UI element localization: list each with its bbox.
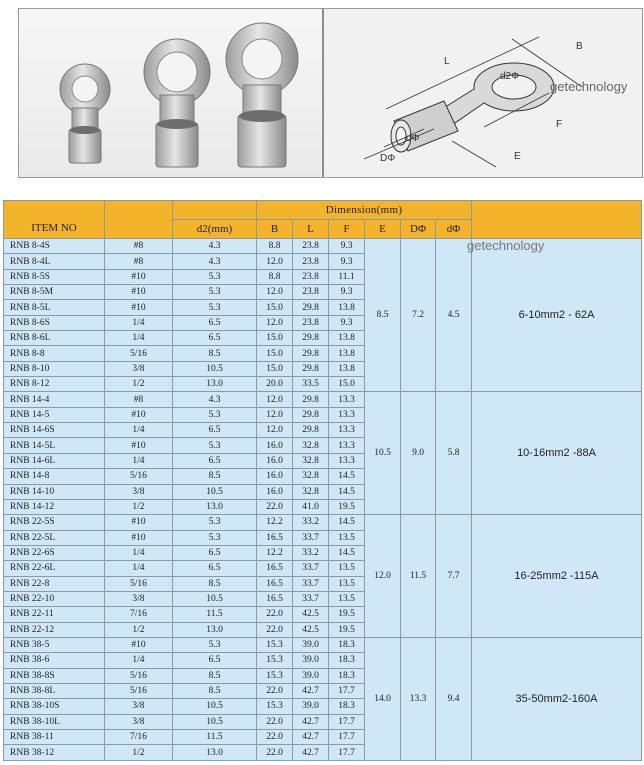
stud-size-cell: 1/2 (105, 622, 173, 637)
b-cell: 22.0 (257, 745, 293, 760)
d-outer-cell: 13.3 (401, 637, 436, 760)
item-no-cell: RNB 38-8L (4, 683, 105, 698)
f-cell: 13.8 (329, 361, 365, 376)
header-dimension: Dimension(mm) (257, 201, 472, 220)
l-cell: 32.8 (293, 453, 329, 468)
stud-size-cell: #10 (105, 285, 173, 300)
f-cell: 14.5 (329, 515, 365, 530)
d2-cell: 5.3 (173, 407, 257, 422)
stud-size-cell: #10 (105, 407, 173, 422)
header-e: E (365, 220, 401, 239)
b-cell: 16.5 (257, 576, 293, 591)
stud-size-cell: 5/16 (105, 346, 173, 361)
f-cell: 17.7 (329, 714, 365, 729)
f-cell: 13.3 (329, 438, 365, 453)
b-cell: 12.2 (257, 515, 293, 530)
l-cell: 41.0 (293, 499, 329, 514)
l-cell: 23.8 (293, 285, 329, 300)
f-cell: 9.3 (329, 285, 365, 300)
f-cell: 18.3 (329, 653, 365, 668)
b-cell: 16.0 (257, 469, 293, 484)
l-cell: 29.8 (293, 300, 329, 315)
d2-cell: 5.3 (173, 438, 257, 453)
l-cell: 29.8 (293, 392, 329, 407)
f-cell: 17.7 (329, 683, 365, 698)
b-cell: 12.2 (257, 545, 293, 560)
l-cell: 33.7 (293, 530, 329, 545)
l-cell: 23.8 (293, 254, 329, 269)
f-cell: 14.5 (329, 484, 365, 499)
f-cell: 13.3 (329, 423, 365, 438)
f-cell: 18.3 (329, 668, 365, 683)
f-cell: 13.8 (329, 300, 365, 315)
table-header (4, 201, 642, 239)
f-cell: 14.5 (329, 545, 365, 560)
d2-cell: 6.5 (173, 453, 257, 468)
l-cell: 32.8 (293, 469, 329, 484)
l-cell: 42.5 (293, 622, 329, 637)
stud-size-cell: 1/2 (105, 745, 173, 760)
dimension-drawing (324, 9, 642, 177)
stud-size-cell: #10 (105, 269, 173, 284)
dim-label-e: E (514, 151, 521, 162)
d2-cell: 6.5 (173, 545, 257, 560)
f-cell: 19.5 (329, 499, 365, 514)
item-no-cell: RNB 14-10 (4, 484, 105, 499)
ring-terminal-large-image (226, 23, 298, 167)
table-watermark: getechnology (467, 238, 545, 253)
b-cell: 12.0 (257, 423, 293, 438)
d-outer-cell: 9.0 (401, 392, 436, 515)
d2-cell: 8.5 (173, 346, 257, 361)
item-no-cell: RNB 8-5S (4, 269, 105, 284)
spec-table (3, 200, 642, 761)
f-cell: 17.7 (329, 745, 365, 760)
item-no-cell: RNB 22-6S (4, 545, 105, 560)
item-no-cell: RNB 22-5S (4, 515, 105, 530)
d2-cell: 5.3 (173, 285, 257, 300)
stud-size-cell: 1/4 (105, 331, 173, 346)
d2-cell: 10.5 (173, 699, 257, 714)
ring-terminal-small-image (60, 64, 110, 163)
d2-cell: 5.3 (173, 515, 257, 530)
l-cell: 29.8 (293, 407, 329, 422)
item-no-cell: RNB 8-12 (4, 377, 105, 392)
stud-size-cell: 5/16 (105, 668, 173, 683)
stud-size-cell: 7/16 (105, 730, 173, 745)
stud-size-cell: 1/4 (105, 315, 173, 330)
d2-cell: 8.5 (173, 576, 257, 591)
l-cell: 33.7 (293, 561, 329, 576)
stud-size-cell: 1/4 (105, 561, 173, 576)
b-cell: 15.0 (257, 331, 293, 346)
f-cell: 13.3 (329, 453, 365, 468)
d2-cell: 13.0 (173, 745, 257, 760)
item-no-cell: RNB 22-12 (4, 622, 105, 637)
f-cell: 9.3 (329, 239, 365, 254)
f-cell: 13.5 (329, 561, 365, 576)
b-cell: 22.0 (257, 499, 293, 514)
item-no-cell: RNB 14-4 (4, 392, 105, 407)
header-rating (472, 201, 642, 239)
item-no-cell: RNB 8-8 (4, 346, 105, 361)
item-no-cell: RNB 22-5L (4, 530, 105, 545)
d2-cell: 13.0 (173, 622, 257, 637)
d2-cell: 5.3 (173, 269, 257, 284)
f-cell: 18.3 (329, 637, 365, 652)
b-cell: 12.0 (257, 285, 293, 300)
header-d-inner: dΦ (436, 220, 472, 239)
item-no-cell: RNB 38-10S (4, 699, 105, 714)
stud-size-cell: 1/2 (105, 499, 173, 514)
stud-size-cell: 3/8 (105, 591, 173, 606)
f-cell: 9.3 (329, 315, 365, 330)
b-cell: 15.3 (257, 653, 293, 668)
f-cell: 13.3 (329, 392, 365, 407)
stud-size-cell: 5/16 (105, 469, 173, 484)
stud-size-cell: #8 (105, 254, 173, 269)
b-cell: 16.0 (257, 484, 293, 499)
f-cell: 13.8 (329, 331, 365, 346)
d2-cell: 8.5 (173, 469, 257, 484)
l-cell: 33.2 (293, 515, 329, 530)
stud-size-cell: #10 (105, 300, 173, 315)
b-cell: 8.8 (257, 239, 293, 254)
header-stud (105, 201, 173, 239)
stud-size-cell: #8 (105, 239, 173, 254)
dim-label-d2: d2Φ (500, 71, 520, 82)
d-inner-cell: 5.8 (436, 392, 472, 515)
e-cell: 8.5 (365, 239, 401, 392)
item-no-cell: RNB 38-10L (4, 714, 105, 729)
brand-watermark: getechnology (550, 79, 628, 94)
l-cell: 23.8 (293, 239, 329, 254)
b-cell: 22.0 (257, 714, 293, 729)
item-no-cell: RNB 14-5 (4, 407, 105, 422)
d2-cell: 6.5 (173, 653, 257, 668)
ring-terminal-medium-image (144, 39, 210, 167)
rating-cell: 16-25mm2 -115A (472, 515, 642, 638)
d2-cell: 4.3 (173, 239, 257, 254)
stud-size-cell: 3/8 (105, 361, 173, 376)
l-cell: 42.7 (293, 730, 329, 745)
d-inner-cell: 4.5 (436, 239, 472, 392)
b-cell: 20.0 (257, 377, 293, 392)
item-no-cell: RNB 14-5L (4, 438, 105, 453)
b-cell: 16.0 (257, 453, 293, 468)
d2-cell: 10.5 (173, 484, 257, 499)
f-cell: 19.5 (329, 607, 365, 622)
item-no-cell: RNB 8-6L (4, 331, 105, 346)
stud-size-cell: 1/2 (105, 377, 173, 392)
stud-size-cell: #10 (105, 438, 173, 453)
header-l: L (293, 220, 329, 239)
d2-cell: 6.5 (173, 315, 257, 330)
l-cell: 42.7 (293, 683, 329, 698)
d2-cell: 6.5 (173, 331, 257, 346)
item-no-cell: RNB 22-6L (4, 561, 105, 576)
table-body (4, 239, 642, 761)
f-cell: 17.7 (329, 730, 365, 745)
dim-label-d-inner: dΦ (406, 133, 420, 144)
d2-cell: 5.3 (173, 637, 257, 652)
d2-cell: 8.5 (173, 683, 257, 698)
b-cell: 12.0 (257, 407, 293, 422)
item-no-cell: RNB 8-10 (4, 361, 105, 376)
rating-cell: 35-50mm2-160A (472, 637, 642, 760)
header-item-no: ITEM NO (4, 201, 105, 239)
e-cell: 10.5 (365, 392, 401, 515)
f-cell: 13.5 (329, 576, 365, 591)
item-no-cell: RNB 8-4L (4, 254, 105, 269)
item-no-cell: RNB 38-11 (4, 730, 105, 745)
d2-cell: 6.5 (173, 423, 257, 438)
item-no-cell: RNB 8-6S (4, 315, 105, 330)
l-cell: 39.0 (293, 668, 329, 683)
b-cell: 16.5 (257, 591, 293, 606)
d2-cell: 10.5 (173, 591, 257, 606)
b-cell: 8.8 (257, 269, 293, 284)
l-cell: 33.2 (293, 545, 329, 560)
b-cell: 12.0 (257, 315, 293, 330)
f-cell: 13.5 (329, 591, 365, 606)
stud-size-cell: 3/8 (105, 484, 173, 499)
l-cell: 33.7 (293, 591, 329, 606)
d-outer-cell: 7.2 (401, 239, 436, 392)
l-cell: 29.8 (293, 346, 329, 361)
item-no-cell: RNB 38-6 (4, 653, 105, 668)
d2-cell: 5.3 (173, 300, 257, 315)
d2-cell: 11.5 (173, 730, 257, 745)
item-no-cell: RNB 38-8S (4, 668, 105, 683)
l-cell: 42.7 (293, 745, 329, 760)
d-outer-cell: 11.5 (401, 515, 436, 638)
b-cell: 16.5 (257, 530, 293, 545)
l-cell: 23.8 (293, 315, 329, 330)
header-b: B (257, 220, 293, 239)
d2-cell: 4.3 (173, 392, 257, 407)
header-d2-spacer (173, 201, 257, 220)
dim-label-l: L (444, 56, 450, 67)
l-cell: 39.0 (293, 653, 329, 668)
b-cell: 12.0 (257, 392, 293, 407)
item-no-cell: RNB 14-6S (4, 423, 105, 438)
stud-size-cell: 5/16 (105, 683, 173, 698)
table-row (4, 637, 642, 652)
l-cell: 29.8 (293, 361, 329, 376)
product-banner (18, 8, 643, 178)
item-no-cell: RNB 22-10 (4, 591, 105, 606)
item-no-cell: RNB 14-6L (4, 453, 105, 468)
table-row (4, 239, 642, 254)
d2-cell: 5.3 (173, 530, 257, 545)
stud-size-cell: 7/16 (105, 607, 173, 622)
b-cell: 15.0 (257, 300, 293, 315)
d2-cell: 4.3 (173, 254, 257, 269)
stud-size-cell: #10 (105, 637, 173, 652)
stud-size-cell: #10 (105, 515, 173, 530)
b-cell: 22.0 (257, 622, 293, 637)
item-no-cell: RNB 8-4S (4, 239, 105, 254)
header-d2: d2(mm) (173, 220, 257, 239)
d2-cell: 10.5 (173, 361, 257, 376)
f-cell: 15.0 (329, 377, 365, 392)
b-cell: 22.0 (257, 730, 293, 745)
d-inner-cell: 9.4 (436, 637, 472, 760)
f-cell: 18.3 (329, 699, 365, 714)
f-cell: 19.5 (329, 622, 365, 637)
b-cell: 16.5 (257, 561, 293, 576)
item-no-cell: RNB 8-5M (4, 285, 105, 300)
b-cell: 22.0 (257, 683, 293, 698)
b-cell: 22.0 (257, 607, 293, 622)
header-d-outer: DΦ (401, 220, 436, 239)
l-cell: 33.5 (293, 377, 329, 392)
stud-size-cell: 3/8 (105, 714, 173, 729)
dim-label-b: B (576, 41, 583, 52)
stud-size-cell: 1/4 (105, 423, 173, 438)
f-cell: 9.3 (329, 254, 365, 269)
item-no-cell: RNB 38-12 (4, 745, 105, 760)
dim-label-f: F (556, 119, 563, 130)
stud-size-cell: 1/4 (105, 453, 173, 468)
b-cell: 12.0 (257, 254, 293, 269)
d2-cell: 13.0 (173, 499, 257, 514)
b-cell: 15.0 (257, 361, 293, 376)
d2-cell: 6.5 (173, 561, 257, 576)
stud-size-cell: 3/8 (105, 699, 173, 714)
d-inner-cell: 7.7 (436, 515, 472, 638)
product-photo (19, 9, 321, 177)
item-no-cell: RNB 14-8 (4, 469, 105, 484)
l-cell: 23.8 (293, 269, 329, 284)
d2-cell: 13.0 (173, 377, 257, 392)
l-cell: 39.0 (293, 637, 329, 652)
item-no-cell: RNB 14-12 (4, 499, 105, 514)
stud-size-cell: 1/4 (105, 545, 173, 560)
l-cell: 33.7 (293, 576, 329, 591)
l-cell: 42.5 (293, 607, 329, 622)
b-cell: 16.0 (257, 438, 293, 453)
table-row (4, 392, 642, 407)
l-cell: 29.8 (293, 331, 329, 346)
f-cell: 13.3 (329, 407, 365, 422)
b-cell: 15.3 (257, 668, 293, 683)
b-cell: 15.3 (257, 699, 293, 714)
item-no-cell: RNB 8-5L (4, 300, 105, 315)
rating-cell: 10-16mm2 -88A (472, 392, 642, 515)
b-cell: 15.3 (257, 637, 293, 652)
l-cell: 42.7 (293, 714, 329, 729)
rating-cell: 6-10mm2 - 62A (472, 239, 642, 392)
stud-size-cell: #8 (105, 392, 173, 407)
stud-size-cell: 5/16 (105, 576, 173, 591)
l-cell: 32.8 (293, 438, 329, 453)
e-cell: 12.0 (365, 515, 401, 638)
b-cell: 15.0 (257, 346, 293, 361)
l-cell: 29.8 (293, 423, 329, 438)
e-cell: 14.0 (365, 637, 401, 760)
stud-size-cell: 1/4 (105, 653, 173, 668)
stud-size-cell: #10 (105, 530, 173, 545)
f-cell: 13.8 (329, 346, 365, 361)
dim-label-d-outer: DΦ (380, 153, 396, 164)
d2-cell: 10.5 (173, 714, 257, 729)
f-cell: 14.5 (329, 469, 365, 484)
d2-cell: 11.5 (173, 607, 257, 622)
header-f: F (329, 220, 365, 239)
d2-cell: 8.5 (173, 668, 257, 683)
spec-table-container (3, 200, 641, 761)
l-cell: 39.0 (293, 699, 329, 714)
item-no-cell: RNB 22-8 (4, 576, 105, 591)
f-cell: 11.1 (329, 269, 365, 284)
f-cell: 13.5 (329, 530, 365, 545)
item-no-cell: RNB 38-5 (4, 637, 105, 652)
item-no-cell: RNB 22-11 (4, 607, 105, 622)
table-row (4, 515, 642, 530)
l-cell: 32.8 (293, 484, 329, 499)
